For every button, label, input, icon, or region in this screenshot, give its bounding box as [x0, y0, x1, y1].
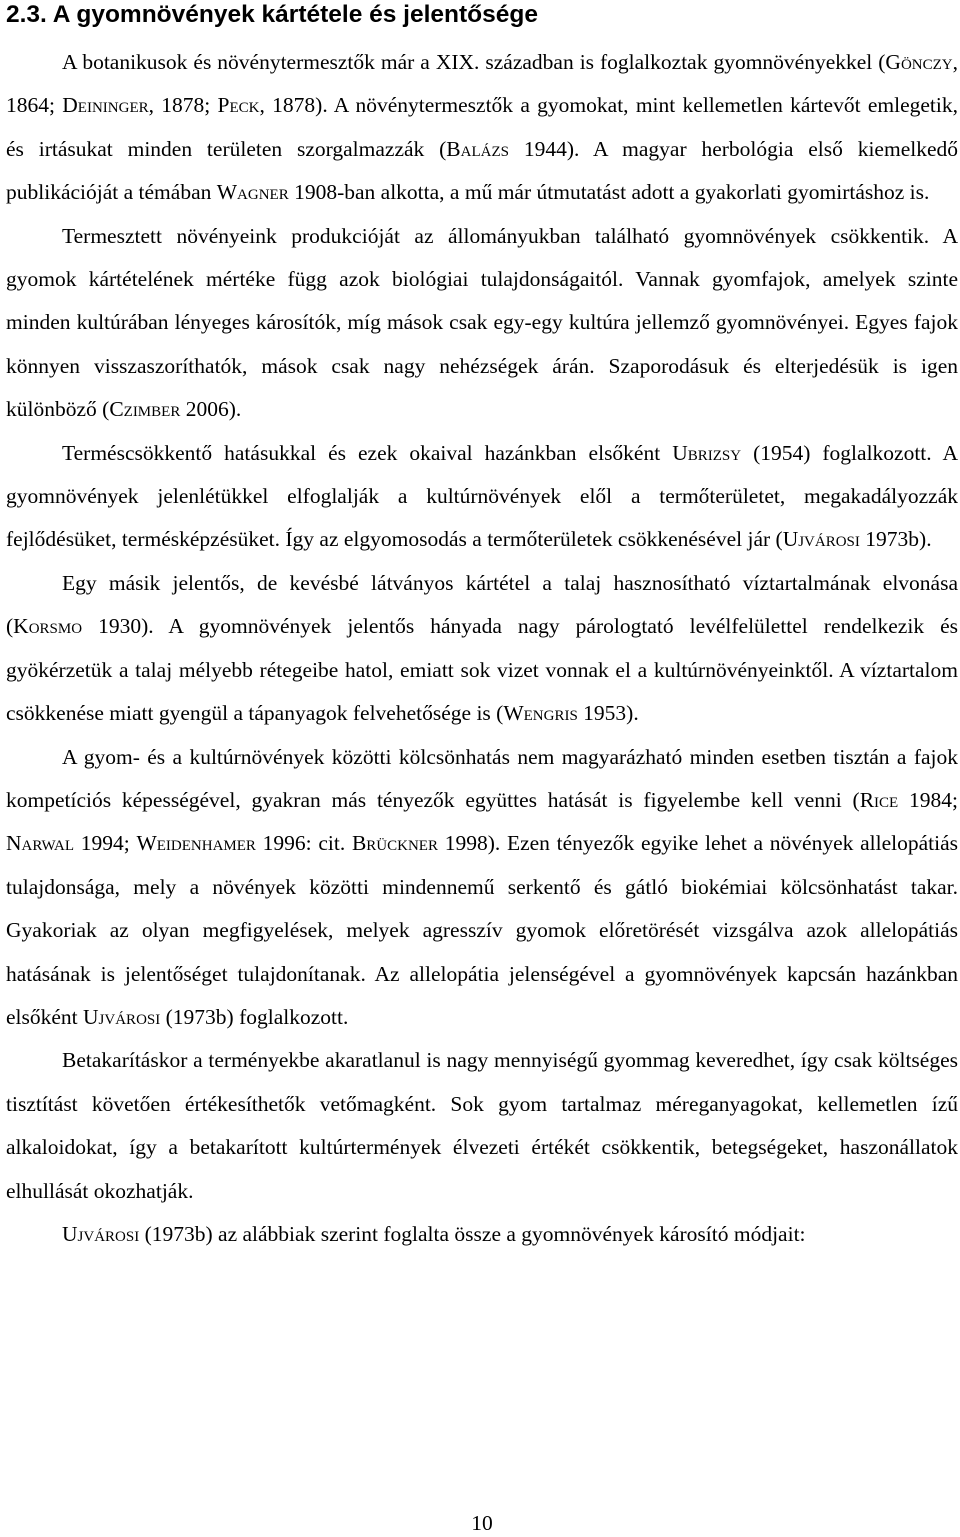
body-paragraph: [6, 736, 958, 1040]
text-run: (1954) foglalkozott. A gyomnövények jelenlétükkel elfoglalják a kultúrnövények elől a termőterületet, megakadályozzák fejlődésüket, termésképzésüket. Így az elgyomosodás a termőterületek csökkenésével jár (: [6, 440, 958, 552]
text-run: Betakarításkor a terményekbe akaratlanul is nagy mennyiségű gyommag keveredhet, így csak költséges tisztítást követően értékesíthetők vetőmagként. Sok gyom tartalmaz méreganyagokat, kellemetlen ízű alkaloidokat, így a betakarított kultúrtermények élvezeti értékét csökkentik, betegségeket, haszonállatok elhullását okozhatják.: [6, 1048, 958, 1203]
author-citation: Korsmo: [13, 614, 83, 639]
author-citation: Deininger: [62, 93, 149, 118]
text-run: A botanikusok és növénytermesztők már a XIX. században is foglalkoztak gyomnövényekkel (: [62, 50, 886, 74]
body-paragraph: [6, 432, 958, 562]
author-citation: Ubrizsy: [672, 440, 742, 465]
body-paragraph: [6, 1039, 958, 1213]
text-run: 1994;: [74, 831, 137, 856]
page-number: 10: [471, 1511, 493, 1535]
author-citation: Weidenhamer: [136, 831, 256, 856]
text-run: 1953).: [577, 701, 639, 726]
author-citation: Czimber: [109, 397, 181, 422]
text-run: A gyom- és a kultúrnövények közötti kölcsönhatás nem magyarázható minden esetben tisztán a fajok kompetíciós képességével, gyakran más tényezők együttes hatását is figyelembe kell venni (: [6, 744, 958, 812]
body-paragraph: [6, 562, 958, 736]
text-run: 1944). A magyar herbológia első kiemelkedő publikációját a témában: [6, 136, 959, 205]
text-run: (1973b) foglalkozott.: [160, 1004, 349, 1029]
text-run: 1984;: [898, 787, 958, 812]
author-citation: Balázs: [446, 136, 509, 161]
author-citation: Ujvárosi: [62, 1221, 140, 1246]
text-run: 1908-ban alkotta, a mű már útmutatást adott a gyakorlati gyomirtáshoz is.: [288, 180, 930, 205]
author-citation: Gönczy: [885, 50, 953, 74]
text-run: , 1864;: [6, 50, 958, 118]
body-paragraph: [6, 215, 958, 432]
body-paragraph: [6, 41, 958, 215]
section-heading: 2.3. A gyomnövények kártétele és jelentősége: [6, 1, 538, 28]
text-run: 1930). A gyomnövények jelentős hányada nagy párologtató levélfelülettel rendelkezik és gyökérzetük a talaj mélyebb rétegeibe hatol, emiatt sok vizet vonnak el a kultúrnövényeinktől. A víztartalom csökkenése miatt gyengül a tápanyagok felvehetősége is (: [6, 614, 958, 726]
text-run: 1973b).: [859, 527, 932, 552]
text-run: 2006).: [180, 397, 242, 422]
text-run: 1998). Ezen tényezők egyike lehet a növények allelopátiás tulajdonsága, mely a növények közötti mindennemű serkentő és gátló biokémiai kölcsönhatást takar. Gyakoriak az olyan megfigyelések, melyek agresszív gyomok előretörését vizsgálva azok allelopátiás hatásának is jelentőséget tulajdonítanak. Az allelopátia jelenségével a gyomnövények kapcsán hazánkban elsőként: [6, 831, 959, 1029]
author-citation: Rice: [859, 787, 899, 812]
author-citation: Peck: [217, 93, 260, 118]
text-run: (1973b) az alábbiak szerint foglalta össze a gyomnövények károsító módjait:: [139, 1221, 806, 1246]
author-citation: Ujvárosi: [782, 527, 860, 552]
text-run: 1996: cit.: [255, 831, 352, 856]
author-citation: Brückner: [351, 831, 438, 856]
author-citation: Wengris: [503, 701, 578, 726]
body-paragraph: [6, 1213, 958, 1256]
text-run: Termesztett növényeink produkcióját az állományukban található gyomnövények csökkentik. A gyomok kártételének mértéke függ azok biológiai tulajdonságaitól. Vannak gyomfajok, amelyek szinte minden kultúrában lényeges károsítók, míg mások csak egy-egy kultúra jellemző gyomnövényei. Egyes fajok könnyen visszaszoríthatók, mások csak nagy nehézségek árán. Szaporodásuk és elterjedésük is igen különböző (: [6, 223, 958, 422]
text-run: Egy másik jelentős, de kevésbé látványos kártétel a talaj hasznosítható víztartalmának elvonása (: [6, 570, 958, 639]
author-citation: Narwal: [6, 831, 75, 856]
text-run: , 1878;: [148, 93, 218, 118]
text-run: Terméscsökkentő hatásukkal és ezek okaival hazánkban elsőként: [62, 440, 673, 465]
body-text: [6, 41, 958, 1256]
author-citation: Wagner: [216, 180, 289, 205]
text-run: , 1878). A növénytermesztők a gyomokat, mint kellemetlen kártevőt emlegetik, és irtásukat minden területen szorgalmazzák (: [6, 93, 958, 161]
author-citation: Ujvárosi: [83, 1004, 161, 1029]
